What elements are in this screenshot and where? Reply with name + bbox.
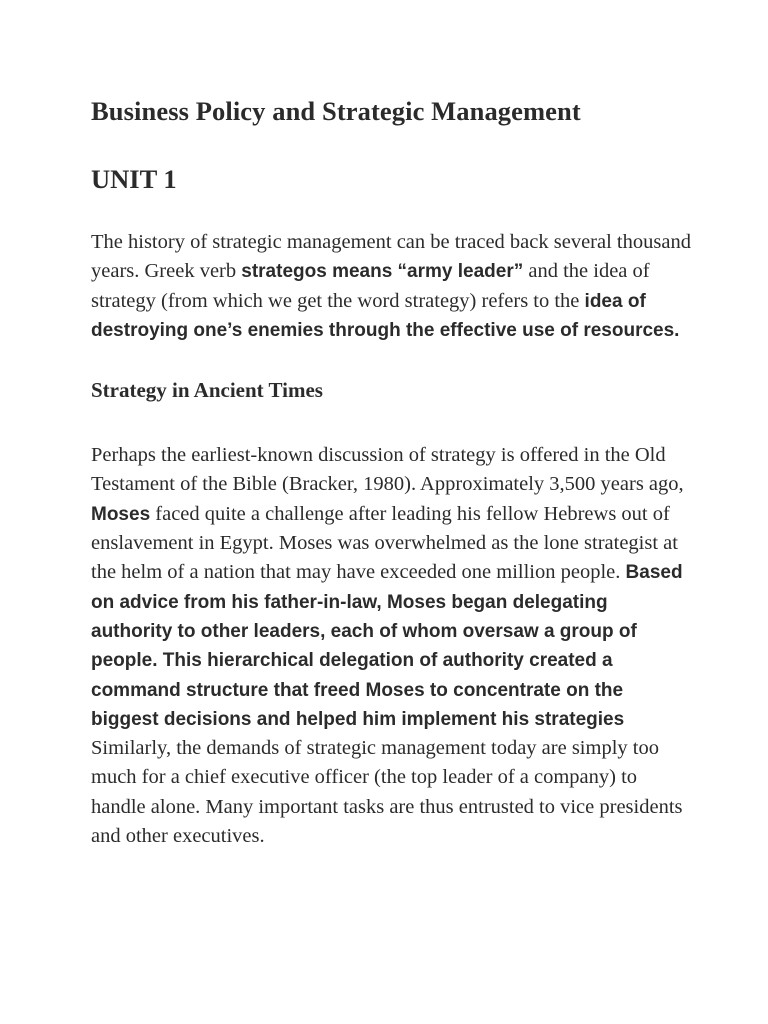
intro-text-1: The history of strategic management can be traced back several thousand years. Greek verb <box>91 231 691 283</box>
document-page <box>91 90 691 851</box>
intro-paragraph <box>91 228 691 345</box>
document-title: Business Policy and Strategic Management <box>91 96 581 126</box>
intro-text-2: and the idea of strategy (from which we get the word strategy) refers to the <box>91 260 650 312</box>
story-text-3: Similarly, the demands of strategic management today are simply too much for a chief executive officer (the top leader of a company) to handle alone. Many important tasks are thus entrusted to vice presidents and other executives. <box>91 737 683 848</box>
story-text-2: faced quite a challenge after leading his fellow Hebrews out of enslavement in Egypt. Moses was overwhelmed as the lone strategist at the helm of a nation that may have exceeded one million people. <box>91 502 678 584</box>
story-bold-1: Moses <box>91 503 151 525</box>
unit-heading: UNIT 1 <box>91 164 177 194</box>
section-heading: Strategy in Ancient Times <box>91 378 323 403</box>
story-text-1: Perhaps the earliest-known discussion of strategy is offered in the Old Testament of the Bible (Bracker, 1980). Approximately 3,500 years ago, <box>91 444 684 496</box>
story-bold-2: Based on advice from his father-in-law, Moses began delegating authority to other leaders, each of whom oversaw a group of people. This hierarchical delegation of authority created a command structure that freed Moses to concentrate on the biggest decisions and helped him implement his strategies <box>91 562 683 730</box>
intro-bold-2: idea of destroying one’s enemies through the effective use of resources. <box>91 290 680 341</box>
intro-bold-1: strategos means “army leader” <box>241 261 524 283</box>
story-paragraph <box>91 441 691 851</box>
